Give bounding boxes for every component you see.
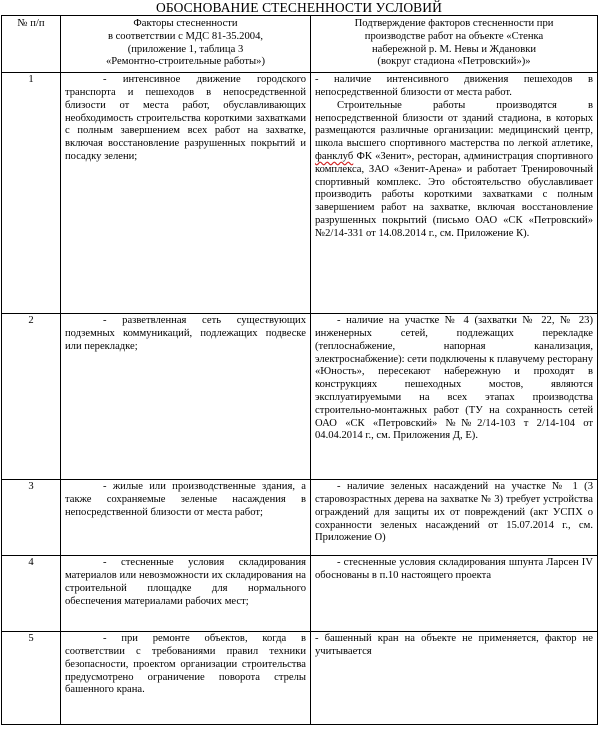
confirmation-cell xyxy=(311,314,598,480)
table-row xyxy=(2,480,598,556)
factor-text: - при ремонте объектов, когда в соответствии с требованиями правил техники безопасности, проектом организации строительства предусмотрено ограничение поворота стрелы башенного крана. xyxy=(65,633,306,696)
confirmation-paragraph xyxy=(315,100,593,241)
document-title: ОБОСНОВАНИЕ СТЕСНЕННОСТИ УСЛОВИЙ xyxy=(156,0,442,15)
confirmation-text: - башенный кран на объекте не применяется, фактор не учитывается xyxy=(315,633,593,657)
table-row xyxy=(2,314,598,480)
row-number: 3 xyxy=(2,480,61,556)
row-number: 2 xyxy=(2,314,61,480)
confirmation-text: - наличие интенсивного движения пешеходов в непосредственной близости от места работ. xyxy=(315,74,593,98)
spellcheck-underlined-word: фанклуб xyxy=(315,150,354,162)
table-row xyxy=(2,556,598,632)
header-confirmation xyxy=(311,16,598,73)
confirmation-text: - стесненные условия складирования шпунта Ларсен IV обоснованы в п.10 настоящего проекта xyxy=(315,557,593,581)
confirmation-text: Строительные работы производятся в непосредственной близости от зданий стадиона, в которых размещаются различные организации: медицинский центр, школа высшего спортивного мастерства по легкой атлетике, xyxy=(315,99,593,150)
header-factors-line: Факторы стесненности xyxy=(133,18,238,29)
table-row xyxy=(2,73,598,314)
factor-text: - стесненные условия складирования материалов или невозможности их складирования на строительной площадке для нормального обеспечения материалами рабочих мест; xyxy=(65,557,306,607)
header-factors-line: «Ремонтно-строительные работы») xyxy=(106,56,265,68)
factor-text: - интенсивное движение городского транспорта и пешеходов в непосредственной близости от места работ, обуславливающих необходимость строительства короткими захватками с полным завершением всех работ на захватке, включая восстановление разрушенных покрытий и посадку зелени; xyxy=(65,74,306,162)
factor-text: - жилые или производственные здания, а также сохраняемые зеленые насаждения в непосредственной близости от места работ; xyxy=(65,481,306,518)
header-confirmation-line: (вокруг стадиона «Петровский»)» xyxy=(377,56,531,68)
header-confirmation-line: Подтверждение факторов стесненности при xyxy=(354,18,554,29)
factor-text: - разветвленная сеть существующих подземных коммуникаций, подлежащих подвеске или перекладке; xyxy=(65,315,306,352)
header-confirmation-line: набережной р. М. Невы и Ждановки xyxy=(371,43,537,55)
confirmation-text: - наличие на участке № 4 (захватки № 22, № 23) инженерных сетей, подлежащих перекладке (теплоснабжение, напорная канализация, электроснабжение): сети подключены к плавучему ресторану «Юность», пересекают набережную и проходят в конструкциях пешеходных мостов, являются эксплуатируемыми на всех этапах производства строительно-монтажных работ (ТУ на сохранность сетей ОАО «СК «Петровский» №№2/14-103 т 2/14-104 от 04.04.2014 г., см. Приложения Д, Е). xyxy=(315,315,593,442)
confirmation-cell xyxy=(311,632,598,725)
factor-cell xyxy=(61,73,311,314)
header-factors-line: в соответствии с МДС 81-35.2004, xyxy=(107,30,264,42)
row-number: 5 xyxy=(2,632,61,725)
table-row xyxy=(2,632,598,725)
header-confirmation-line: производстве работ на объекте «Стенка xyxy=(364,30,544,42)
row-number: 4 xyxy=(2,556,61,632)
confirmation-text: - наличие зеленых насаждений на участке № 1 (3 старовозрастных дерева на захватке № 3) требует устройства ограждений для защиты их от повреждений (акт УСПХ о сохранности зеленых насаждений от 15.07.2014 г., см. Приложение О) xyxy=(315,481,593,544)
table-header-row xyxy=(2,16,598,73)
header-number: № п/п xyxy=(2,16,61,73)
factor-cell xyxy=(61,480,311,556)
factor-cell xyxy=(61,556,311,632)
constraints-table xyxy=(1,15,598,725)
row-number: 1 xyxy=(2,73,61,314)
confirmation-text: ФК «Зенит», ресторан, администрация спортивного комплекса, ЗАО «Зенит-Арена» и работает Тренировочный спортивный комплекс. Это обстоятельство обуславливает производить работы короткими захватками с полным завершением работ на захватке, включая восстановление разрушенных покрытий (письмо ОАО «СК «Петровский» №2/14-331 от 14.08.2014 г., см. Приложение К). xyxy=(315,150,594,239)
header-factors xyxy=(61,16,311,73)
confirmation-cell xyxy=(311,556,598,632)
header-factors-line: (приложение 1, таблица 3 xyxy=(127,43,244,55)
confirmation-cell xyxy=(311,73,598,314)
confirmation-cell xyxy=(311,480,598,556)
factor-cell xyxy=(61,314,311,480)
factor-cell xyxy=(61,632,311,725)
